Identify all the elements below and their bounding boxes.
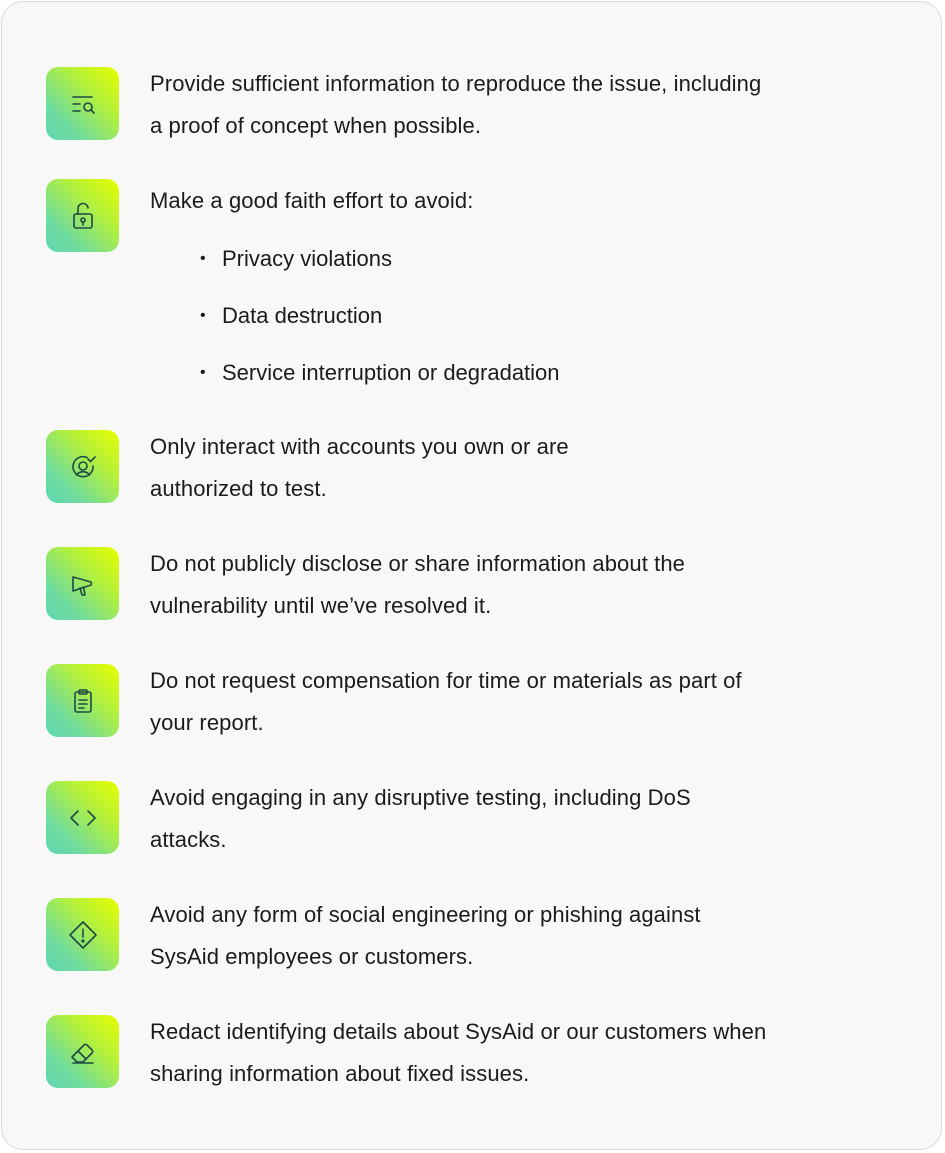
document-search-icon [46, 67, 119, 140]
warning-diamond-icon [46, 898, 119, 971]
megaphone-icon [46, 547, 119, 620]
list-item: • Service interruption or degradation [200, 361, 560, 418]
guidelines-card [1, 1, 942, 1150]
guideline-text: Do not request compensation for time or materials as part of your report. [150, 668, 742, 735]
guideline-text: Do not publicly disclose or share information about the vulnerability until we’ve resolved it. [150, 551, 686, 618]
guideline-text: Make a good faith effort to avoid: [150, 188, 474, 213]
guideline-text: Avoid any form of social engineering or phishing against SysAid employees or customers. [150, 902, 701, 969]
code-icon [46, 781, 119, 854]
guideline-text: Avoid engaging in any disruptive testing, including DoS attacks. [150, 785, 691, 852]
guideline-text: Redact identifying details about SysAid or our customers when sharing information about fixed issues. [150, 1019, 767, 1086]
list-item: • Data destruction [200, 304, 560, 361]
guideline-text: Provide sufficient information to reproduce the issue, including a proof of concept when possible. [150, 71, 762, 138]
eraser-icon [46, 1015, 119, 1088]
user-check-icon [46, 430, 119, 503]
list-item: • Privacy violations [200, 247, 560, 304]
guideline-text: Only interact with accounts you own or are authorized to test. [150, 434, 569, 501]
clipboard-icon [46, 664, 119, 737]
unlock-icon [46, 179, 119, 252]
avoid-list [200, 247, 560, 418]
